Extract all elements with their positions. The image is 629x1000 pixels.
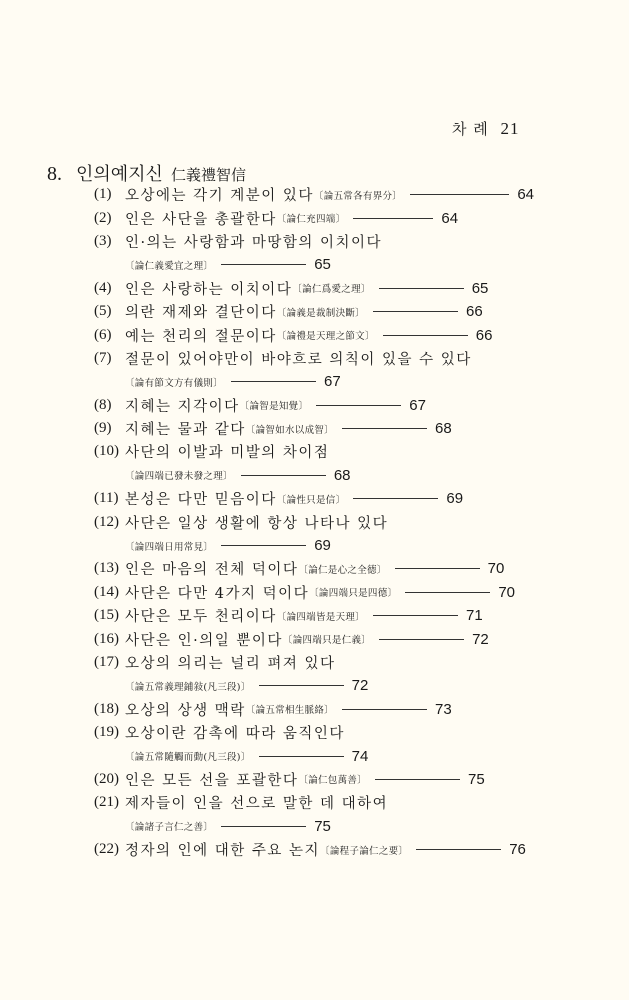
entry-page: 65 [314,256,331,274]
entry-index: (11) [94,490,119,507]
entry-index: (14) [94,583,119,600]
entry-page: 74 [351,747,369,765]
entry-hanja: 〔論仁是心之全德〕 [298,564,387,576]
entry-title: 오상의 의리는 널리 펴져 있다 [125,656,336,672]
toc-entry[interactable] [94,791,534,814]
entry-index: (13) [94,560,119,577]
dot-leader [316,405,401,406]
entry-hanja: 〔論諸子言仁之善〕 [125,822,214,834]
entry-index: (8) [94,396,112,413]
entry-hanja: 〔論仁包萬善〕 [298,775,368,787]
entry-hanja: 〔論智是知覺〕 [239,401,309,413]
toc-entry[interactable] [94,721,534,744]
dot-leader [259,685,344,686]
dot-leader [231,381,316,382]
entry-title: 사단은 일상 생활에 항상 나타나 있다 [125,515,389,532]
toc-entry[interactable] [94,206,534,229]
entry-index: (12) [94,513,119,530]
entry-page: 64 [441,209,459,227]
entry-hanja: 〔論四端已發未發之理〕 [125,471,233,483]
entry-index: (7) [94,349,112,366]
entry-page: 69 [446,490,464,508]
entry-hanja: 〔論四端日用常見〕 [125,541,214,553]
entry-page: 70 [498,583,516,601]
entry-page: 73 [434,700,452,718]
dot-leader [259,756,344,757]
toc-entry[interactable] [94,768,534,791]
entry-title: 의란 재제와 결단이다 [125,305,277,322]
entry-hanja: 〔論智如水以成智〕 [245,424,334,436]
entry-title: 본성은 다만 믿음이다 [125,492,277,509]
entry-title: 제자들이 인을 선으로 말한 데 대하여 [125,796,389,813]
entry-title: 지혜는 지각이다 [125,398,240,415]
entry-page: 76 [509,841,526,859]
dot-leader [353,218,433,219]
toc-entry-continuation[interactable] [94,464,534,487]
entry-hanja: 〔論仁義愛宜之理〕 [125,260,214,272]
entry-hanja: 〔論四端只是仁義〕 [282,635,372,647]
entry-page: 68 [434,420,452,438]
entry-title: 인은 모든 선을 포괄한다 [125,772,299,789]
toc-entry-continuation[interactable] [94,534,534,557]
entry-title: 지혜는 물과 같다 [125,422,246,439]
dot-leader [373,615,458,616]
toc-entry[interactable] [94,487,534,510]
entry-hanja: 〔論四端皆是天理〕 [276,611,365,623]
toc-entry-continuation[interactable] [94,744,534,767]
entry-index: (3) [94,232,112,249]
entry-index: (21) [94,794,119,811]
entry-index: (4) [94,279,112,296]
toc-entry[interactable] [94,581,534,604]
toc-entry[interactable] [94,183,534,206]
dot-leader [383,335,468,336]
entry-title: 인은 사단을 총괄한다 [125,211,277,228]
entry-hanja: 〔論五常各有界分〕 [313,190,403,202]
toc-entry[interactable] [94,417,534,440]
entry-index: (1) [94,186,112,203]
chapter-number: 8. [47,163,62,185]
entry-title: 인·의는 사랑함과 마땅함의 이치이다 [125,234,383,251]
entry-page: 66 [475,326,493,344]
dot-leader [353,498,438,499]
dot-leader [375,779,460,780]
toc-entry-continuation[interactable] [94,253,534,276]
entry-index: (2) [94,209,112,226]
toc-entry[interactable] [94,230,534,253]
dot-leader [241,475,326,476]
entry-title: 사단의 이발과 미발의 차이점 [125,445,330,462]
entry-index: (9) [94,420,112,437]
entry-page: 72 [472,630,489,648]
entry-index: (20) [94,770,119,787]
toc-entry[interactable] [94,698,534,721]
entry-title: 예는 천리의 절문이다 [125,328,277,345]
entry-title: 인은 사랑하는 이치이다 [125,281,293,298]
running-head-label: 차 례 [452,120,489,138]
dot-leader [405,592,490,593]
dot-leader [410,194,509,195]
toc-entry[interactable] [94,627,534,650]
dot-leader [221,826,306,827]
toc-entry-continuation[interactable] [94,815,534,838]
toc-entry[interactable] [94,323,534,346]
chapter-title-hanja: 仁義禮智信 [170,166,246,184]
entry-page: 75 [314,817,331,835]
entry-index: (16) [94,630,119,647]
entry-page: 67 [324,373,341,391]
entry-hanja: 〔論有節文方有儀則〕 [125,377,224,389]
entry-index: (6) [94,326,112,343]
entry-title: 인은 마음의 전체 덕이다 [125,562,299,579]
running-head [452,118,520,139]
entry-hanja: 〔論四端只是四德〕 [309,588,398,600]
dot-leader [342,428,427,429]
entry-index: (10) [94,443,119,460]
dot-leader [379,288,464,289]
dot-leader [221,264,306,265]
entry-page: 70 [487,560,505,578]
entry-page: 67 [409,396,426,414]
entry-hanja: 〔論五常相生脈絡〕 [245,705,334,717]
entry-page: 75 [468,770,485,788]
entry-hanja: 〔論程子論仁之要〕 [320,845,409,857]
entry-page: 66 [465,303,483,321]
toc-entry-continuation[interactable] [94,674,534,697]
entry-page: 69 [314,537,331,555]
toc-entry[interactable] [94,604,534,627]
table-of-contents [94,183,534,861]
entry-title: 오상의 상생 맥락 [125,702,246,719]
entry-title: 오상에는 각기 계분이 있다 [125,188,314,205]
entry-title: 정자의 인에 대한 주요 논지 [125,843,321,860]
dot-leader [373,311,458,312]
entry-index: (17) [94,654,119,670]
toc-entry[interactable] [94,347,534,370]
entry-hanja: 〔論禮是天理之節文〕 [276,331,375,343]
toc-entry[interactable] [94,440,534,463]
toc-entry[interactable] [94,394,534,417]
chapter-title-korean: 인의예지신 [76,164,163,185]
entry-index: (19) [94,724,119,741]
dot-leader [342,709,427,710]
entry-page: 65 [471,279,489,297]
entry-hanja: 〔論五常隨觸而動(凡三段)〕 [125,752,251,764]
entry-index: (18) [94,700,119,717]
toc-entry[interactable] [94,838,534,861]
entry-hanja: 〔論仁充四端〕 [276,214,346,226]
toc-entry[interactable] [94,651,534,674]
entry-hanja: 〔論義是裁制決斷〕 [276,307,365,319]
entry-title: 절문이 있어야만이 바야흐로 의칙이 있을 수 있다 [125,351,472,368]
entry-page: 64 [517,186,534,204]
toc-entry[interactable] [94,557,534,580]
entry-page: 72 [351,677,369,695]
entry-title: 오상이란 감촉에 따라 움직인다 [125,726,345,743]
entry-title: 사단은 모두 천리이다 [125,609,277,626]
entry-hanja: 〔論五常義理鋪敍(凡三段)〕 [125,681,251,693]
entry-page: 68 [333,466,351,484]
toc-entry[interactable] [94,510,534,533]
entry-index: (5) [94,303,112,320]
entry-hanja: 〔論仁爲愛之理〕 [292,284,371,296]
dot-leader [379,639,464,640]
entry-index: (22) [94,841,119,858]
entry-title: 사단은 인·의일 뿐이다 [125,632,283,649]
entry-index: (15) [94,607,119,624]
toc-entry[interactable] [94,277,534,300]
dot-leader [221,545,306,546]
entry-title: 사단은 다만 4가지 덕이다 [125,585,310,602]
dot-leader [395,568,480,569]
page-number: 21 [500,119,520,138]
entry-page: 71 [465,607,483,625]
toc-entry-continuation[interactable] [94,370,534,393]
entry-hanja: 〔論性只是信〕 [276,494,346,506]
dot-leader [416,849,501,850]
toc-entry[interactable] [94,300,534,323]
